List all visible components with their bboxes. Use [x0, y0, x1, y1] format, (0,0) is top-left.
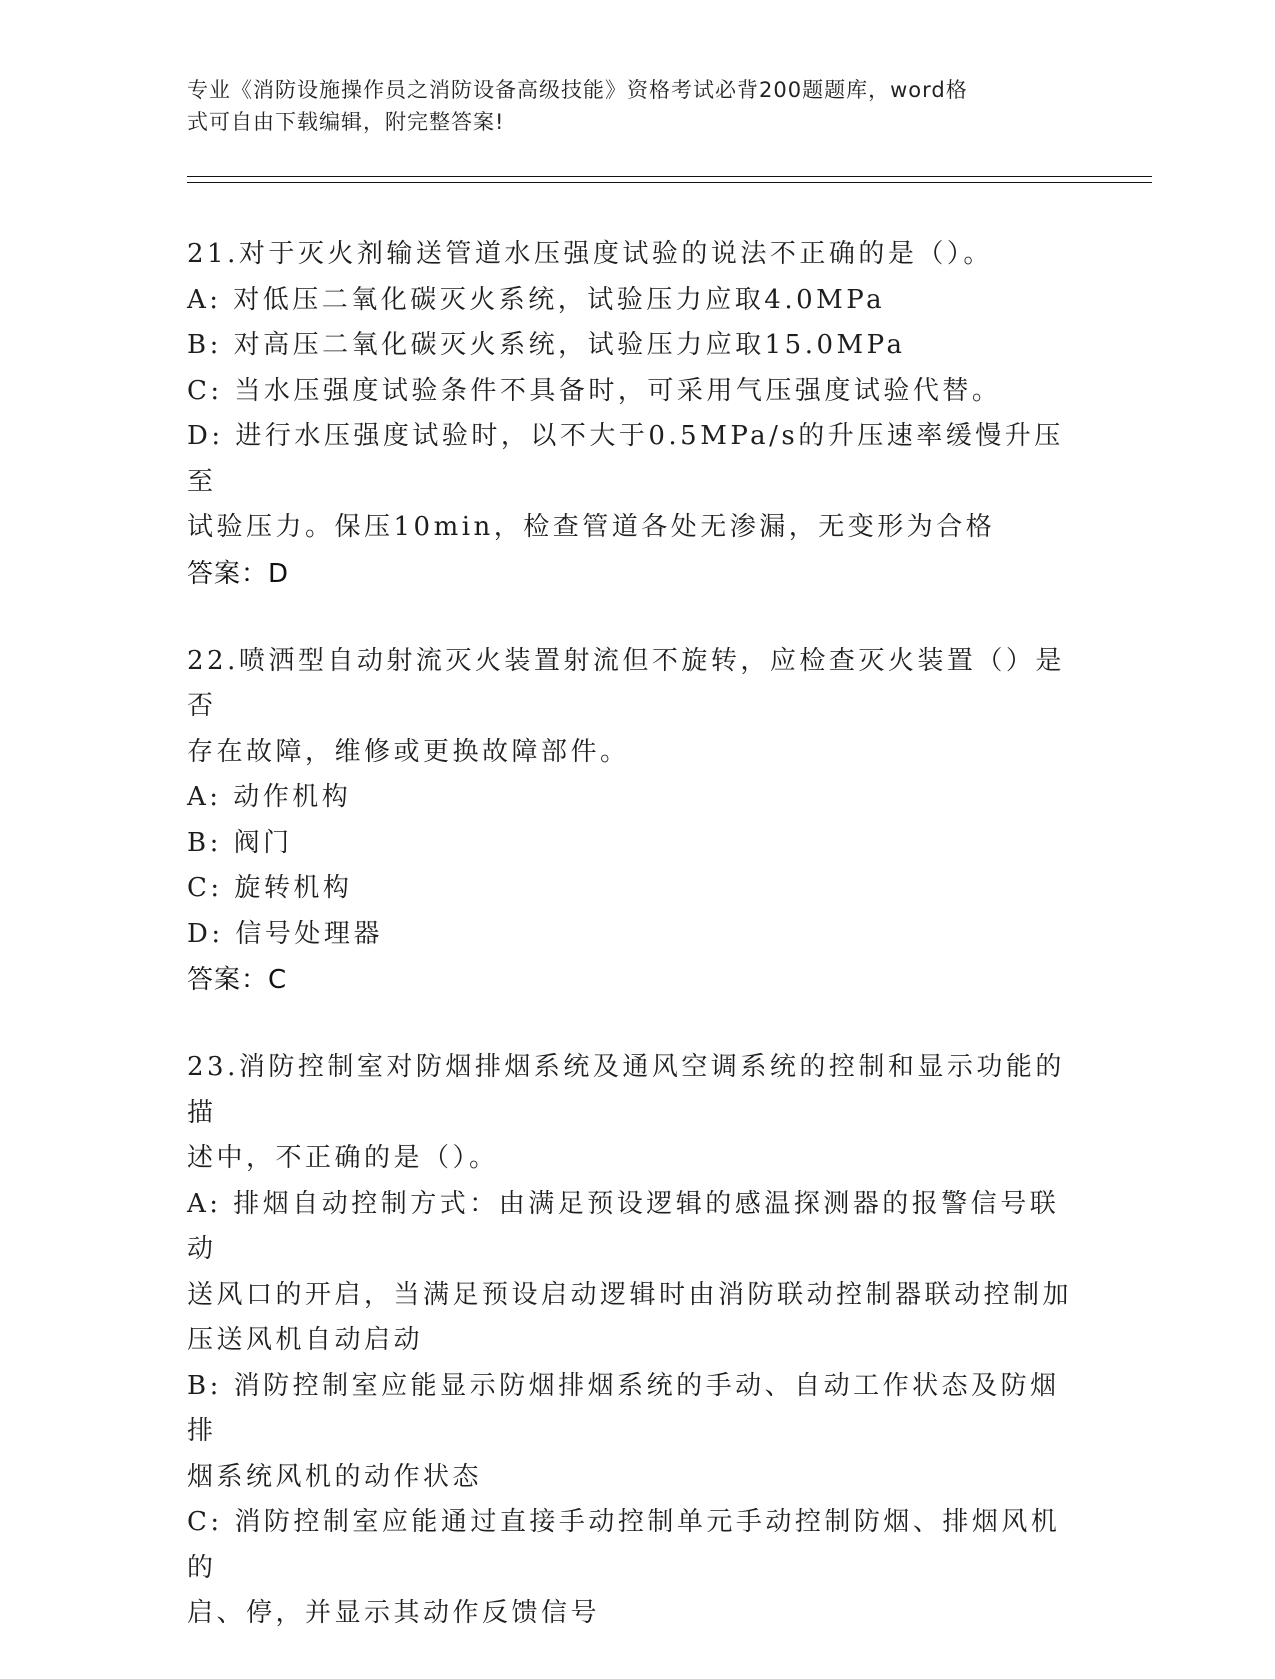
option-line: A: 对低压二氧化碳灭火系统，试验压力应取4.0MPa	[187, 284, 886, 315]
option-line: B: 对高压二氧化碳灭火系统，试验压力应取15.0MPa	[187, 330, 906, 360]
option-line: 烟系统风机的动作状态	[187, 1461, 483, 1492]
option-b	[187, 323, 1087, 369]
option-c	[187, 369, 1087, 415]
header-line-1: 专业《消防设施操作员之消防设备高级技能》资格考试必背200题题库，word格	[187, 78, 968, 102]
option-c	[187, 1500, 1087, 1637]
question-stem: 22.喷洒型自动射流灭火装置射流但不旋转，应检查灭火装置（）是否	[187, 645, 1065, 721]
option-b	[187, 1364, 1087, 1501]
option-a	[187, 278, 1087, 324]
option-line: A: 动作机构	[187, 782, 352, 812]
option-line: 压送风机自动启动	[187, 1325, 424, 1355]
header-line-2: 式可自由下载编辑，附完整答案!	[187, 110, 505, 134]
option-line: C: 当水压强度试验条件不具备时，可采用气压强度试验代替。	[187, 375, 1002, 406]
header-divider-bottom	[187, 182, 1152, 183]
option-line: 送风口的开启，当满足预设启动逻辑时由消防联动控制器联动控制加	[187, 1279, 1073, 1310]
option-line: 试验压力。保压10min，检查管道各处无渗漏，无变形为合格	[187, 512, 996, 542]
question-22	[187, 639, 1087, 1004]
question-stem: 23.消防控制室对防烟排烟系统及通风空调系统的控制和显示功能的描	[187, 1052, 1065, 1128]
question-23	[187, 1045, 1087, 1637]
question-stem: 21.对于灭火剂输送管道水压强度试验的说法不正确的是（）。	[187, 239, 993, 269]
question-stem: 述中，不正确的是（）。	[187, 1143, 499, 1173]
option-b	[187, 821, 1087, 867]
option-line: A: 排烟自动控制方式：由满足预设逻辑的感温探测器的报警信号联动	[187, 1188, 1060, 1264]
answer-label: 答案：C	[187, 965, 288, 995]
option-c	[187, 866, 1087, 912]
option-a	[187, 775, 1087, 821]
option-line: D: 信号处理器	[187, 918, 383, 949]
option-d	[187, 912, 1087, 958]
option-line: B: 消防控制室应能显示防烟排烟系统的手动、自动工作状态及防烟排	[187, 1370, 1060, 1446]
option-line: C: 旋转机构	[187, 873, 353, 903]
document-header	[187, 74, 1067, 138]
header-divider-top	[187, 176, 1152, 177]
option-line: C: 消防控制室应能通过直接手动控制单元手动控制防烟、排烟风机的	[187, 1507, 1061, 1583]
option-line: B: 阀门	[187, 827, 293, 858]
option-line: 启、停，并显示其动作反馈信号	[187, 1598, 601, 1628]
question-21	[187, 232, 1087, 597]
answer-label: 答案：D	[187, 558, 290, 589]
option-line: D: 进行水压强度试验时，以不大于0.5MPa/s的升压速率缓慢升压至	[187, 421, 1064, 497]
option-a	[187, 1182, 1087, 1364]
question-list	[187, 232, 1087, 1679]
question-stem: 存在故障，维修或更换故障部件。	[187, 736, 630, 767]
option-d	[187, 414, 1087, 551]
